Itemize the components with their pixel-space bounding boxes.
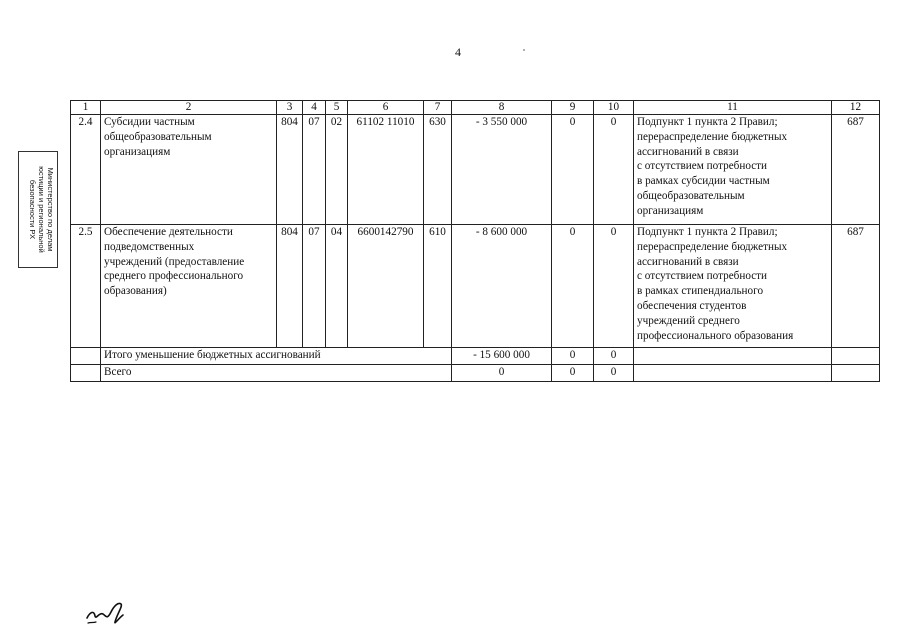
code-cell: 687 (832, 225, 880, 348)
amount-cell: 0 (594, 348, 634, 365)
basis-line: учреждений среднего (637, 314, 740, 327)
code-cell: 804 (277, 225, 303, 348)
amount-cell: 0 (552, 365, 594, 382)
amount-cell: - 8 600 000 (452, 225, 552, 348)
code-cell: 6600142790 (348, 225, 424, 348)
amount-cell: 0 (452, 365, 552, 382)
total-row (71, 365, 880, 382)
total-label: Всего (101, 365, 452, 382)
code-cell: 02 (326, 115, 348, 225)
basis-line: Подпункт 1 пункта 2 Правил; (637, 226, 778, 238)
empty-cell (71, 365, 101, 382)
description-line: организациям (104, 145, 171, 158)
header-cell: 12 (832, 101, 880, 115)
header-row (71, 101, 880, 115)
basis-line: в рамках субсидии частным (637, 175, 770, 188)
amount-cell: 0 (552, 225, 594, 348)
code-cell: 07 (303, 225, 326, 348)
basis-line: с отсутствием потребности (637, 270, 768, 283)
registration-stamp (18, 151, 58, 268)
code-cell: 804 (277, 115, 303, 225)
description-cell (101, 225, 277, 348)
code-cell: 610 (424, 225, 452, 348)
basis-line: Подпункт 1 пункта 2 Правил; (637, 116, 778, 128)
empty-cell (832, 348, 880, 365)
row-number: 2.4 (71, 115, 101, 225)
basis-line: перераспределение бюджетных (637, 240, 788, 253)
subtotal-label: Итого уменьшение бюджетных ассигнований (101, 348, 452, 365)
description-line: Обеспечение деятельности (104, 226, 233, 238)
description-line: учреждений (предоставление (104, 255, 245, 268)
basis-line: ассигнований в связи (637, 255, 739, 268)
basis-line: обеспечения студентов (637, 299, 747, 312)
amount-cell: 0 (594, 365, 634, 382)
description-line: образования) (104, 285, 167, 298)
basis-line: с отсутствием потребности (637, 160, 768, 173)
amount-cell: 0 (552, 348, 594, 365)
basis-line: ассигнований в связи (637, 145, 739, 158)
description-cell (101, 115, 277, 225)
empty-cell (634, 365, 832, 382)
scan-speck (523, 49, 525, 51)
basis-line: в рамках стипендиального (637, 285, 764, 298)
header-cell: 3 (277, 101, 303, 115)
description-line: подведомственных (104, 240, 195, 253)
header-cell: 4 (303, 101, 326, 115)
subtotal-row (71, 348, 880, 365)
basis-cell (634, 225, 832, 348)
basis-line: перераспределение бюджетных (637, 130, 788, 143)
code-cell: 687 (832, 115, 880, 225)
basis-line: профессионального образования (637, 329, 794, 342)
header-cell: 8 (452, 101, 552, 115)
header-cell: 9 (552, 101, 594, 115)
budget-table (70, 100, 880, 382)
amount-cell: 0 (594, 225, 634, 348)
code-cell: 630 (424, 115, 452, 225)
amount-cell: 0 (552, 115, 594, 225)
stamp-text: Министерство по делам юстиции и региональной безопасности РХ (28, 166, 55, 253)
table-row (71, 115, 880, 225)
basis-line: общеобразовательным (637, 189, 745, 202)
empty-cell (634, 348, 832, 365)
header-cell: 7 (424, 101, 452, 115)
row-number: 2.5 (71, 225, 101, 348)
basis-line: организациям (637, 204, 704, 217)
code-cell: 07 (303, 115, 326, 225)
amount-cell: - 3 550 000 (452, 115, 552, 225)
description-line: Субсидии частным (104, 116, 195, 128)
header-cell: 2 (101, 101, 277, 115)
code-cell: 04 (326, 225, 348, 348)
header-cell: 10 (594, 101, 634, 115)
table-row (71, 225, 880, 348)
empty-cell (71, 348, 101, 365)
signature-icon (85, 598, 135, 626)
header-cell: 6 (348, 101, 424, 115)
description-line: общеобразовательным (104, 130, 212, 143)
description-line: среднего профессионального (104, 270, 244, 283)
empty-cell (832, 365, 880, 382)
basis-cell (634, 115, 832, 225)
page-number: 4 (455, 45, 461, 59)
header-cell: 11 (634, 101, 832, 115)
header-cell: 5 (326, 101, 348, 115)
amount-cell: 0 (594, 115, 634, 225)
amount-cell: - 15 600 000 (452, 348, 552, 365)
header-cell: 1 (71, 101, 101, 115)
code-cell: 61102 11010 (348, 115, 424, 225)
